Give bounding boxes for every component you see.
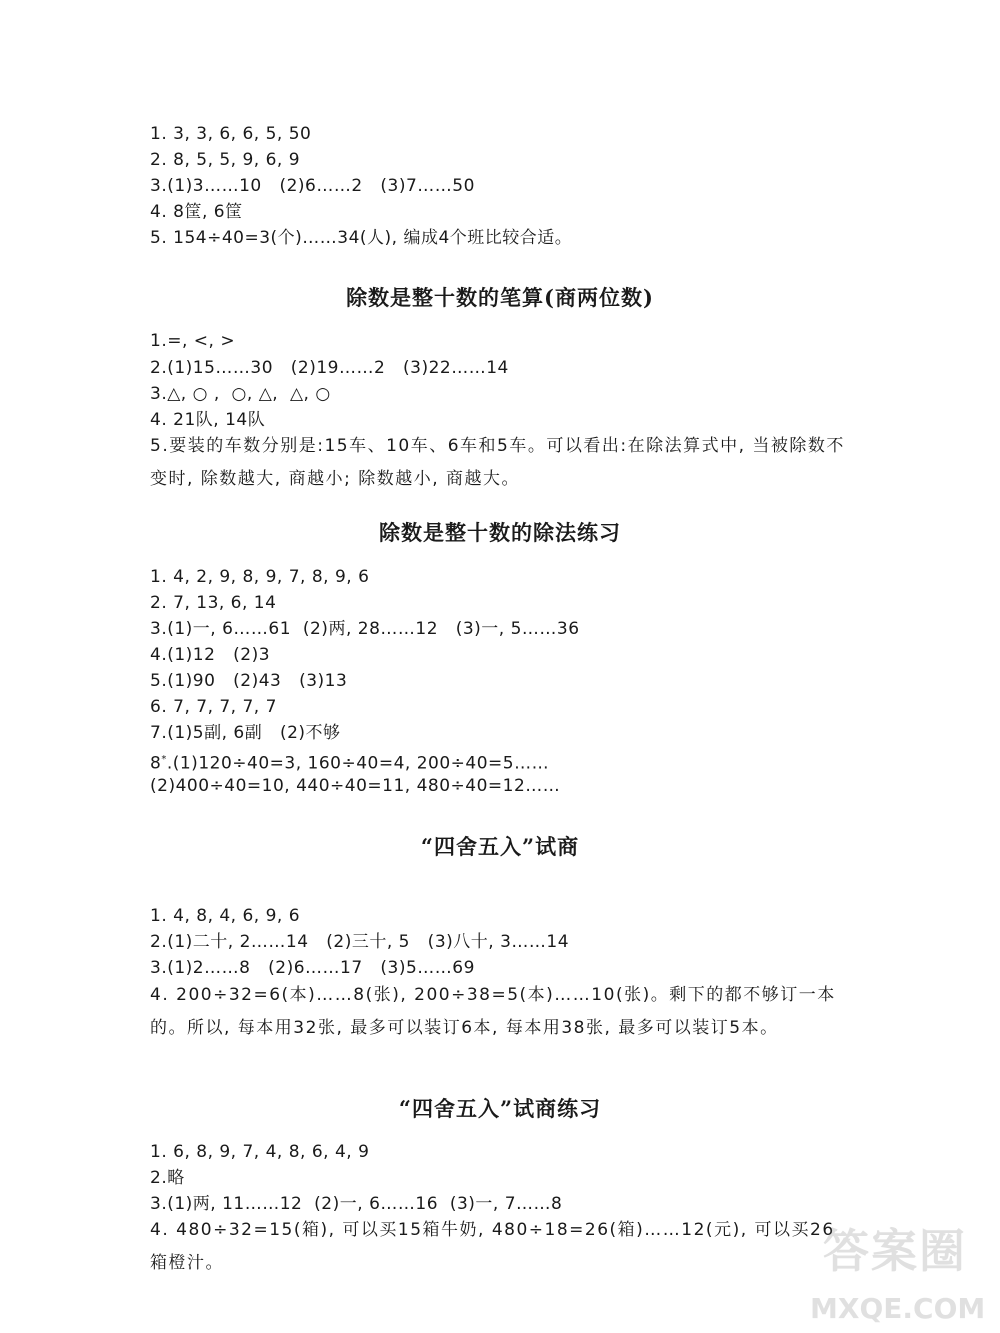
answer-line: 3.(1)3……10 (2)6……2 (3)7……50 — [150, 176, 475, 196]
answer-line: 4. 21队, 14队 — [150, 410, 266, 430]
answer-line: 1.=, <, > — [150, 331, 236, 351]
section-heading: 除数是整十数的除法练习 — [379, 520, 621, 545]
section-heading: 除数是整十数的笔算(商两位数) — [346, 285, 654, 310]
section-heading: “四舍五入”试商练习 — [398, 1096, 602, 1121]
answer-line: 2.(1)15……30 (2)19……2 (3)22……14 — [150, 358, 509, 378]
answer-line: 1. 6, 8, 9, 7, 4, 8, 6, 4, 9 — [150, 1142, 370, 1162]
answer-line: 4.(1)12 (2)3 — [150, 645, 271, 665]
answer-line: 2.(1)二十, 2……14 (2)三十, 5 (3)八十, 3……14 — [150, 932, 570, 952]
section-heading: “四舍五入”试商 — [420, 834, 580, 859]
answer-line: 3.△, ○ , ○, △, △, ○ — [150, 384, 331, 404]
answer-line: 4. 8筐, 6筐 — [150, 202, 243, 222]
answer-line: 1. 4, 2, 9, 8, 9, 7, 8, 9, 6 — [150, 567, 370, 587]
answer-line: (2)400÷40=10, 440÷40=11, 480÷40=12…… — [150, 776, 561, 796]
answer-line: 3.(1)两, 11……12 (2)一, 6……16 (3)一, 7……8 — [150, 1194, 563, 1214]
line8-text: .(1)120÷40=3, 160÷40=4, 200÷40=5…… — [166, 753, 550, 774]
answer-line: 6. 7, 7, 7, 7, 7 — [150, 697, 277, 717]
watermark-url: MXQE.COM — [810, 1292, 986, 1325]
site-watermark — [810, 1215, 986, 1325]
answer-line: 5. 154÷40=3(个)……34(人), 编成4个班比较合适。 — [150, 228, 573, 248]
answer-line: 3.(1)2……8 (2)6……17 (3)5……69 — [150, 958, 475, 978]
answer-line: 3.(1)一, 6……61 (2)两, 28……12 (3)一, 5……36 — [150, 619, 580, 639]
star-mark: * — [161, 754, 167, 765]
answer-paragraph: 4. 480÷32=15(箱), 可以买15箱牛奶, 480÷18=26(箱)……12(元), 可以买26箱橙汁。 — [150, 1220, 835, 1273]
answer-line: 2.略 — [150, 1168, 185, 1188]
answer-line: 7.(1)5副, 6副 (2)不够 — [150, 723, 341, 743]
answer-paragraph: 5.要装的车数分别是:15车、10车、6车和5车。可以看出:在除法算式中, 当被除数不变时, 除数越大, 商越小; 除数越小, 商越大。 — [150, 436, 845, 489]
watermark-logo-text: 答案圈 — [823, 1224, 967, 1278]
answer-line: 2. 8, 5, 5, 9, 6, 9 — [150, 150, 301, 170]
answer-line: 1. 3, 3, 6, 6, 5, 50 — [150, 124, 312, 144]
answer-line: 2. 7, 13, 6, 14 — [150, 593, 277, 613]
answer-paragraph: 4. 200÷32=6(本)……8(张), 200÷38=5(本)……10(张)。剩下的都不够订一本的。所以, 每本用32张, 最多可以装订6本, 每本用38张, 最多可以装订5本。 — [150, 985, 836, 1038]
answer-line: 5.(1)90 (2)43 (3)13 — [150, 671, 348, 691]
line8-number: 8 — [150, 753, 162, 774]
answer-line: 1. 4, 8, 4, 6, 9, 6 — [150, 906, 301, 926]
